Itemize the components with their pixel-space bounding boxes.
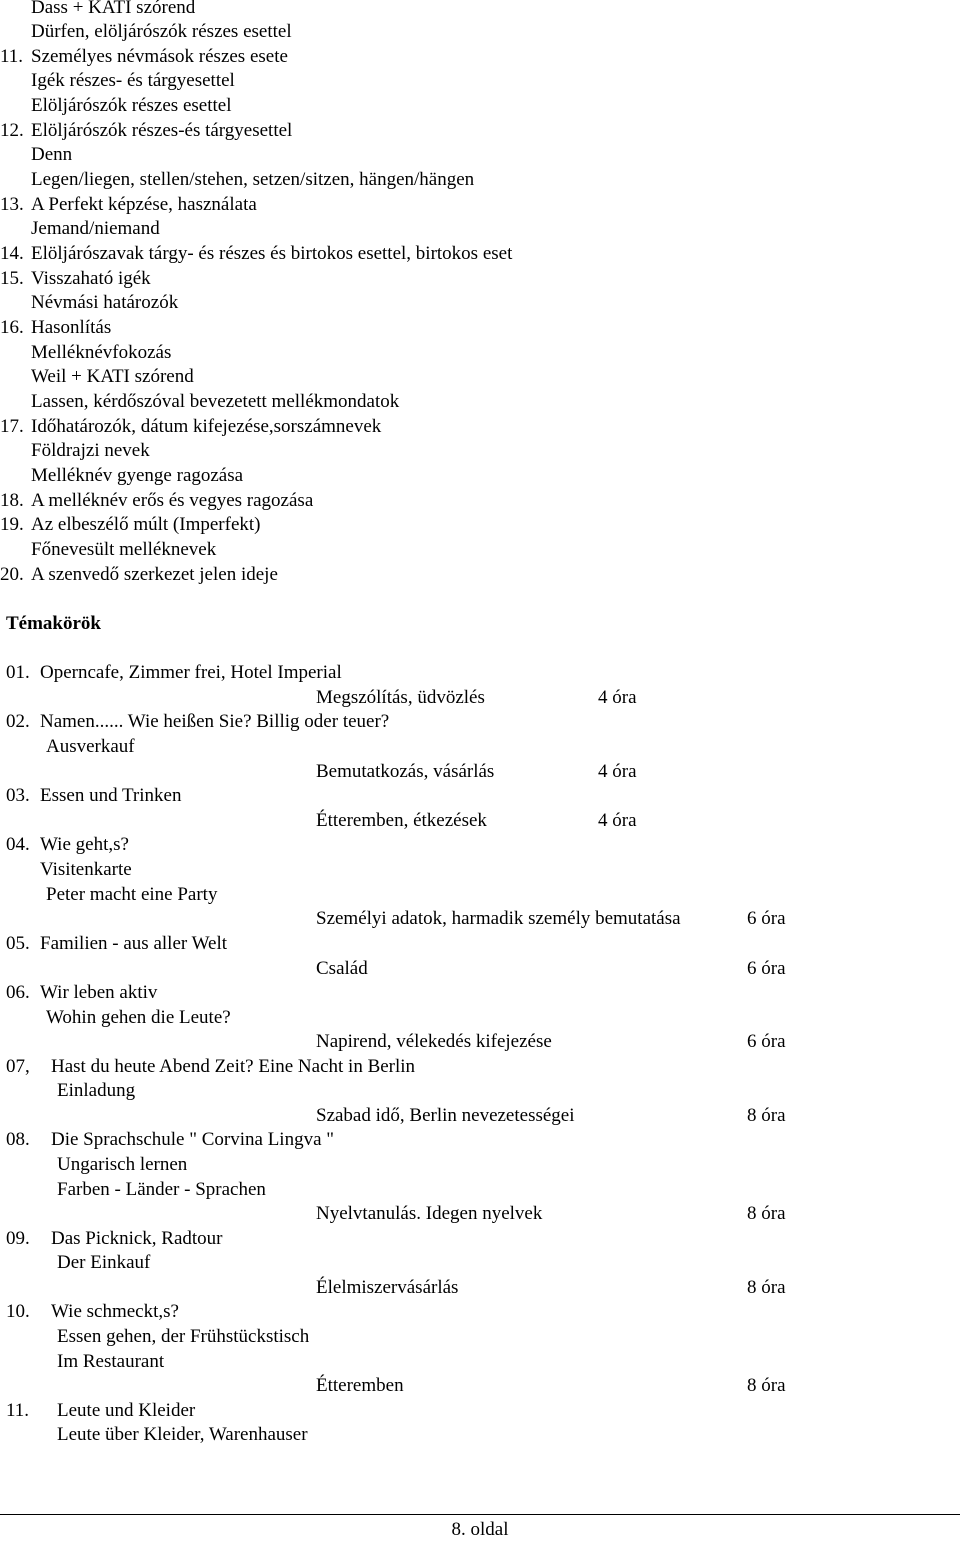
topic-hungarian: Étteremben, étkezések (316, 810, 487, 831)
topic-hungarian: Élelmiszervásárlás (316, 1277, 459, 1298)
topic-number: 03. (6, 785, 30, 806)
topic-hungarian: Család (316, 958, 368, 979)
topic-hours: 8 óra (747, 1277, 786, 1298)
topic-subtitle: Einladung (57, 1080, 136, 1101)
topic-hours: 4 óra (598, 687, 637, 708)
topic-number: 11. (6, 1400, 30, 1421)
section-heading: Témakörök (6, 613, 101, 634)
topic-title: Wie geht,s? (40, 834, 129, 855)
topic-hours: 8 óra (747, 1203, 786, 1224)
topic-subtitle: Wohin gehen die Leute? (46, 1007, 231, 1028)
topic-title: Namen...... Wie heißen Sie? Billig oder teuer? (40, 711, 390, 732)
topic-number: 09. (6, 1228, 30, 1249)
topic-subtitle: Der Einkauf (57, 1252, 151, 1273)
topic-number: 04. (6, 834, 30, 855)
topic-hours: 8 óra (747, 1105, 786, 1126)
topic-title: Die Sprachschule " Corvina Lingva " (51, 1129, 335, 1150)
topic-hungarian: Nyelvtanulás. Idegen nyelvek (316, 1203, 543, 1224)
topic-number: 08. (6, 1129, 30, 1150)
topic-subtitle: Peter macht eine Party (46, 884, 218, 905)
topic-hours: 4 óra (598, 810, 637, 831)
topic-subtitle: Essen gehen, der Frühstückstisch (57, 1326, 310, 1347)
topic-hours: 6 óra (747, 908, 786, 929)
topic-number: 10. (6, 1301, 30, 1322)
topic-hours: 6 óra (747, 1031, 786, 1052)
topic-hungarian: Személyi adatok, harmadik személy bemutatása (316, 908, 681, 929)
footer-rule (0, 1514, 960, 1515)
topic-number: 05. (6, 933, 30, 954)
topic-subtitle: Im Restaurant (57, 1351, 165, 1372)
topic-title: Das Picknick, Radtour (51, 1228, 223, 1249)
topic-hours: 6 óra (747, 958, 786, 979)
topic-number: 07, (6, 1056, 30, 1077)
topic-title: Leute und Kleider (57, 1400, 196, 1421)
topic-number: 02. (6, 711, 30, 732)
topic-subtitle: Leute über Kleider, Warenhauser (57, 1424, 308, 1445)
topic-title: Familien - aus aller Welt (40, 933, 228, 954)
topic-subtitle: Ausverkauf (46, 736, 135, 757)
topic-title: Wir leben aktiv (40, 982, 158, 1003)
topic-hungarian: Szabad idő, Berlin nevezetességei (316, 1105, 575, 1126)
topic-title: Essen und Trinken (40, 785, 182, 806)
topic-number: 01. (6, 662, 30, 683)
topic-hungarian: Étteremben (316, 1375, 404, 1396)
topic-title: Operncafe, Zimmer frei, Hotel Imperial (40, 662, 342, 683)
topic-hungarian: Napirend, vélekedés kifejezése (316, 1031, 552, 1052)
page-number: 8. oldal (451, 1519, 509, 1540)
topic-hours: 4 óra (598, 761, 637, 782)
topic-hungarian: Bemutatkozás, vásárlás (316, 761, 495, 782)
topic-subtitle: Visitenkarte (40, 859, 132, 880)
topic-hours: 8 óra (747, 1375, 786, 1396)
topic-hungarian: Megszólítás, üdvözlés (316, 687, 485, 708)
topic-subtitle: Farben - Länder - Sprachen (57, 1179, 266, 1200)
topic-title: Wie schmeckt,s? (51, 1301, 179, 1322)
topic-number: 06. (6, 982, 30, 1003)
topic-title: Hast du heute Abend Zeit? Eine Nacht in Berlin (51, 1056, 416, 1077)
topic-subtitle: Ungarisch lernen (57, 1154, 188, 1175)
